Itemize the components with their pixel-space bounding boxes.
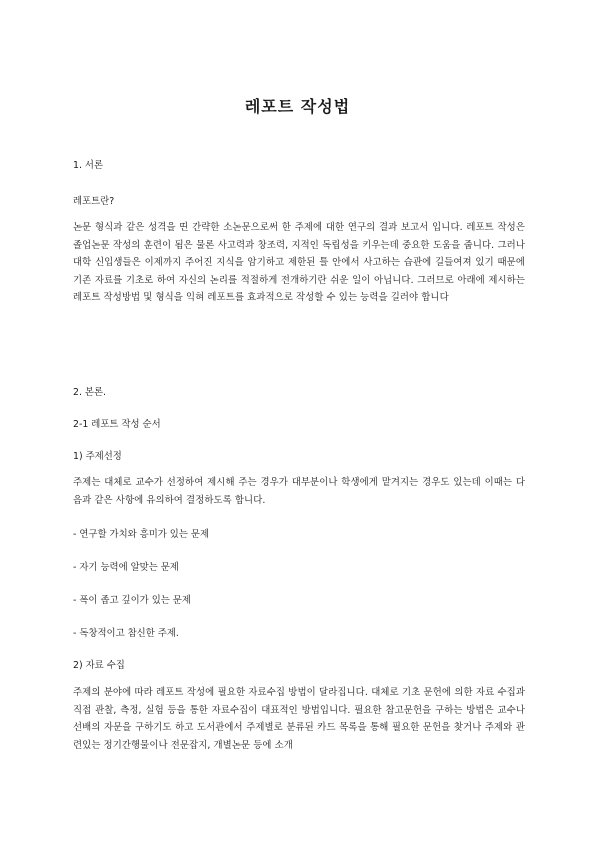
question-heading: 레포트란? (73, 196, 115, 207)
item-heading-topic: 1) 주제선정 (73, 451, 122, 462)
intro-paragraph: 논문 형식과 같은 성격을 띤 간략한 소논문으로써 한 주제에 대한 연구의 결과 보고서 입니다. 레포트 작성은 졸업논문 작성의 훈련이 됨은 물론 사고력과 창조력, 지적인 독립성을 키우는데 중요한 도움을 줍니다. 그러나 대학 신입생들은 이제까지 주어진 지식을 암기하고 제한된 틀 안에서 사고하는 습관에 길들여져 있기 때문에 기존 자료를 기초로 하여 자신의 논리를 적절하게 전개하기란 쉬운 일이 아닙니다. 그러므로 아래에 제시하는 레포트 작성방법 및 형식을 익혀 레포트를 효과적으로 작성할 수 있는 능력을 길러야 합니다 (73, 222, 525, 303)
subsection-heading: 2-1 레포트 작성 순서 (73, 419, 161, 430)
section-heading-body: 2. 본론. (73, 387, 107, 398)
bullet-item: - 자기 능력에 알맞는 문제 (73, 562, 179, 573)
data-collection-paragraph: 주제의 분야에 따라 레포트 작성에 필요한 자료수집 방법이 달라집니다. 대체로 기초 문헌에 의한 자료 수집과 직접 관찰, 측정, 실험 등을 통한 자료수집이 대표적인 방법입니다. 필요한 참고문헌을 구하는 방법은 교수나 선배의 자문을 구하기도 하고 도서관에서 주제별로 분류된 카드 목록을 통해 필요한 문헌을 찾거나 주제와 관련있는 정기간행물이나 전문잡지, 개별논문 등에 소개 (73, 687, 525, 751)
bullet-item: - 연구할 가치와 흥미가 있는 문제 (73, 529, 210, 540)
bullet-item: - 폭이 좁고 깊이가 있는 문제 (73, 595, 191, 606)
item-heading-data-collection: 2) 자료 수집 (73, 660, 125, 671)
topic-paragraph: 주제는 대체로 교수가 선정하여 제시해 주는 경우가 대부분이나 학생에게 맡겨지는 경우도 있는데 이때는 다음과 같은 사항에 유의하여 결정하도록 합니다. (73, 477, 525, 506)
section-heading-intro: 1. 서론 (73, 160, 104, 171)
page-title: 레포트 작성법 (244, 97, 351, 116)
bullet-item: - 독창적이고 참신한 주제. (73, 628, 179, 639)
